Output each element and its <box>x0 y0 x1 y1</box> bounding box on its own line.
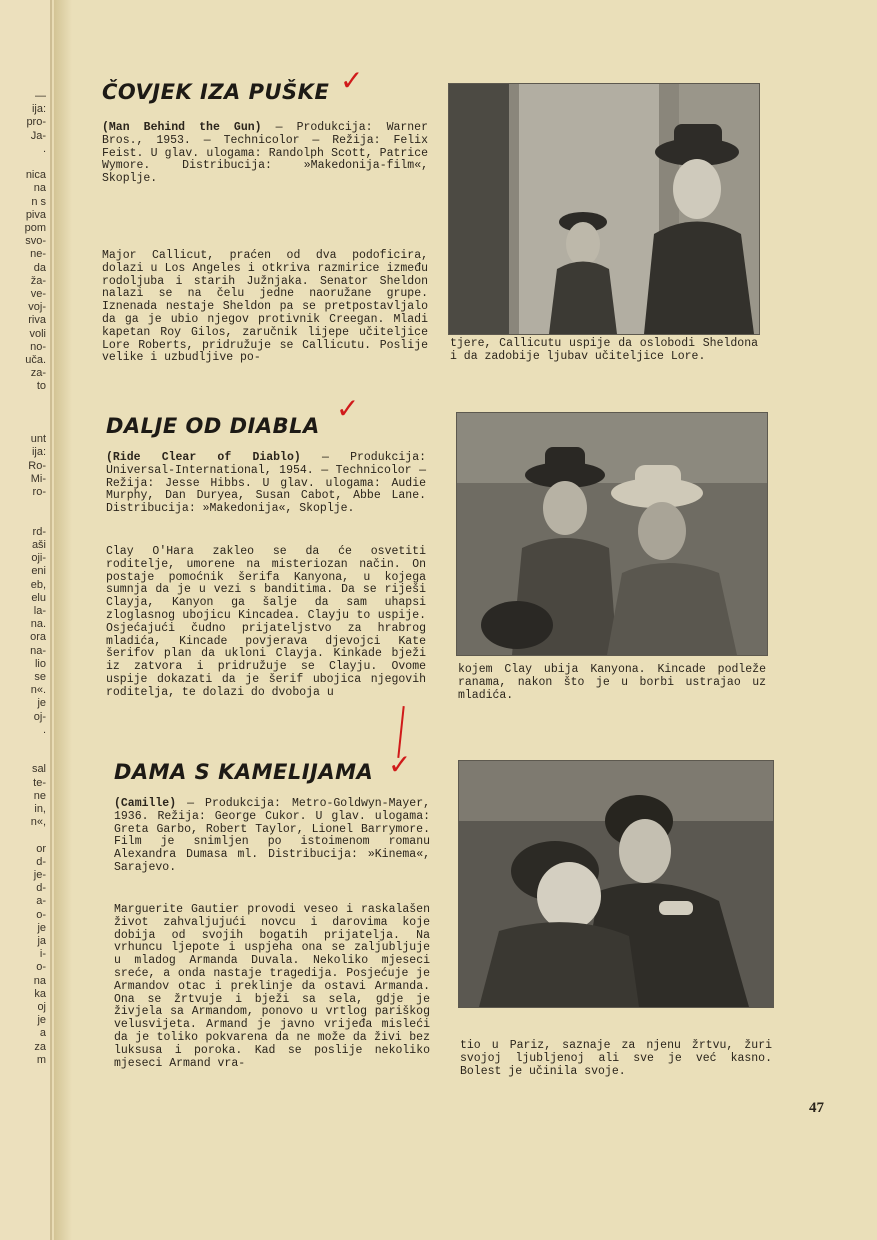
article-2-synopsis-continued: kojem Clay ubija Kanyona. Kincade podleže ranama, nakon što je u borbi ustrajao uz mladića. <box>458 663 766 702</box>
red-checkmark: ✓ <box>388 748 412 781</box>
article-3-synopsis: Marguerite Gautier provodi veseo i raskalašen život zahvaljujući novcu i darovima koje dobija od svojih bogatih prijatelja. Na vrhuncu ljepote i uspjeha ona se zaljubljuje u mladog Armanda Duvala. Nekoliko mjeseci sreće, a onda nastaje tragedija. Posjećuje je Armandov otac i preklinje da ostavi Armanda. Ona se žrtvuje i bježi sa sela, gdje je živjela sa Armandom, ponovo u vrtlog pariškog velusvijeta. Armand je javno vrijeđa misleći da je toliko pokvarena da ne može da živi bez luksusa i poroka. Kad se poslije nekoliko mjeseci Armand vra- <box>114 903 430 1070</box>
article-3-credits-text: — Produkcija: Metro-Goldwyn-Mayer, 1936. Režija: George Cukor. U glav. ulogama: Greta Garbo, Robert Taylor, Lionel Barrymore. Film je snimljen po istoimenom romanu Alexandra Dumasa ml. Distribucija: »Kinema«, Sarajevo. <box>114 797 430 874</box>
red-checkmark: ✓ <box>336 392 360 425</box>
red-checkmark: ✓ <box>340 64 364 97</box>
article-2-still-photo <box>456 412 768 656</box>
article-1-original-title: (Man Behind the Gun) <box>102 121 262 134</box>
article-3-original-title: (Camille) <box>114 797 177 810</box>
article-1-still-photo <box>448 83 760 335</box>
article-2-title: DALJE OD DIABLA <box>106 414 320 438</box>
article-3-still-photo <box>458 760 774 1008</box>
article-2-synopsis: Clay O'Hara zakleo se da će osvetiti roditelje, umorene na misteriozan način. On postaje pomoćnik šerifa Kanyona, u kojega sumnja da je u vezi s banditima. Da se riješi Clayja, Kanyon ga šalje da sam uhapsi zloglasnog ubojicu Kincadea. Clayju to uspije. Osjećajući čudno prijateljstvo za hrabrog mladića, Kincade povjerava djevojci Kate šerifov plan da ukloni Clayja. Kinkade bježi iz zatvora i pridružuje se Clayju. Ovome uspije dokazati da je šerif ubojica njegovih roditelja, te dolazi do dvoboja u <box>106 545 426 699</box>
previous-page-edge <box>0 0 52 1240</box>
magazine-page <box>54 0 877 1240</box>
article-3-title: DAMA S KAMELIJAMA <box>114 760 374 784</box>
article-1-synopsis: Major Callicut, praćen od dva podoficira, dolazi u Los Angeles i otkriva razmirice između rodoljuba i starih Južnjaka. Senator Sheldon nalazi se na čelu jedne naoružane grupe. Iznenada nestaje Sheldon pa se pretpostavljalo da ga je ubio njegov protivnik Creegan. Mladi kapetan Roy Gilos, zaručnik lijepe učiteljice Lore Roberts, pridružuje se Callicutu. Poslije velike i uzbudljive po- <box>102 249 428 365</box>
margin-text-fragments: — ija: pro- Ja- . nica na n s piva pom svo- ne- da ža- ve- voj- riva voli no- uča. za- to unt ija: Ro- Mi- ro- rd- aši oji- eni eb, elu la- na. ora na- lio se n«. je oj- . sal te- ne in, n«, or d- je- d- a- o- je ja i- o- na ka oj je a za m <box>24 90 46 1066</box>
article-3-credits <box>114 798 430 875</box>
article-1-credits-text: — Produkcija: Warner Bros., 1953. — Technicolor — Režija: Felix Feist. U glav. ulogama: Randolph Scott, Patrice Wymore. Distribucija: »Makedonija-film«, Skoplje. <box>102 121 428 186</box>
article-2-credits-text: — Produkcija: Universal-International, 1954. — Technicolor — Režija: Jesse Hibbs. U glav. ulogama: Audie Murphy, Dan Duryea, Susan Cabot, Abbe Lane. Distribucija: »Makedonija«, Skoplje. <box>106 451 427 516</box>
article-1-title: ČOVJEK IZA PUŠKE <box>102 80 330 104</box>
article-3-synopsis-continued: tio u Pariz, saznaje za njenu žrtvu, žuri svojoj ljubljenoj ali sve je već kasno. Bolest je učinila svoje. <box>460 1039 772 1078</box>
article-1-synopsis-continued: tjere, Callicutu uspije da oslobodi Sheldona i da zadobije ljubav učiteljice Lore. <box>450 337 758 363</box>
article-2-original-title: (Ride Clear of Diablo) <box>106 451 301 464</box>
page-number: 47 <box>809 1100 824 1116</box>
article-2-credits <box>106 452 426 516</box>
article-1-credits <box>102 122 428 186</box>
